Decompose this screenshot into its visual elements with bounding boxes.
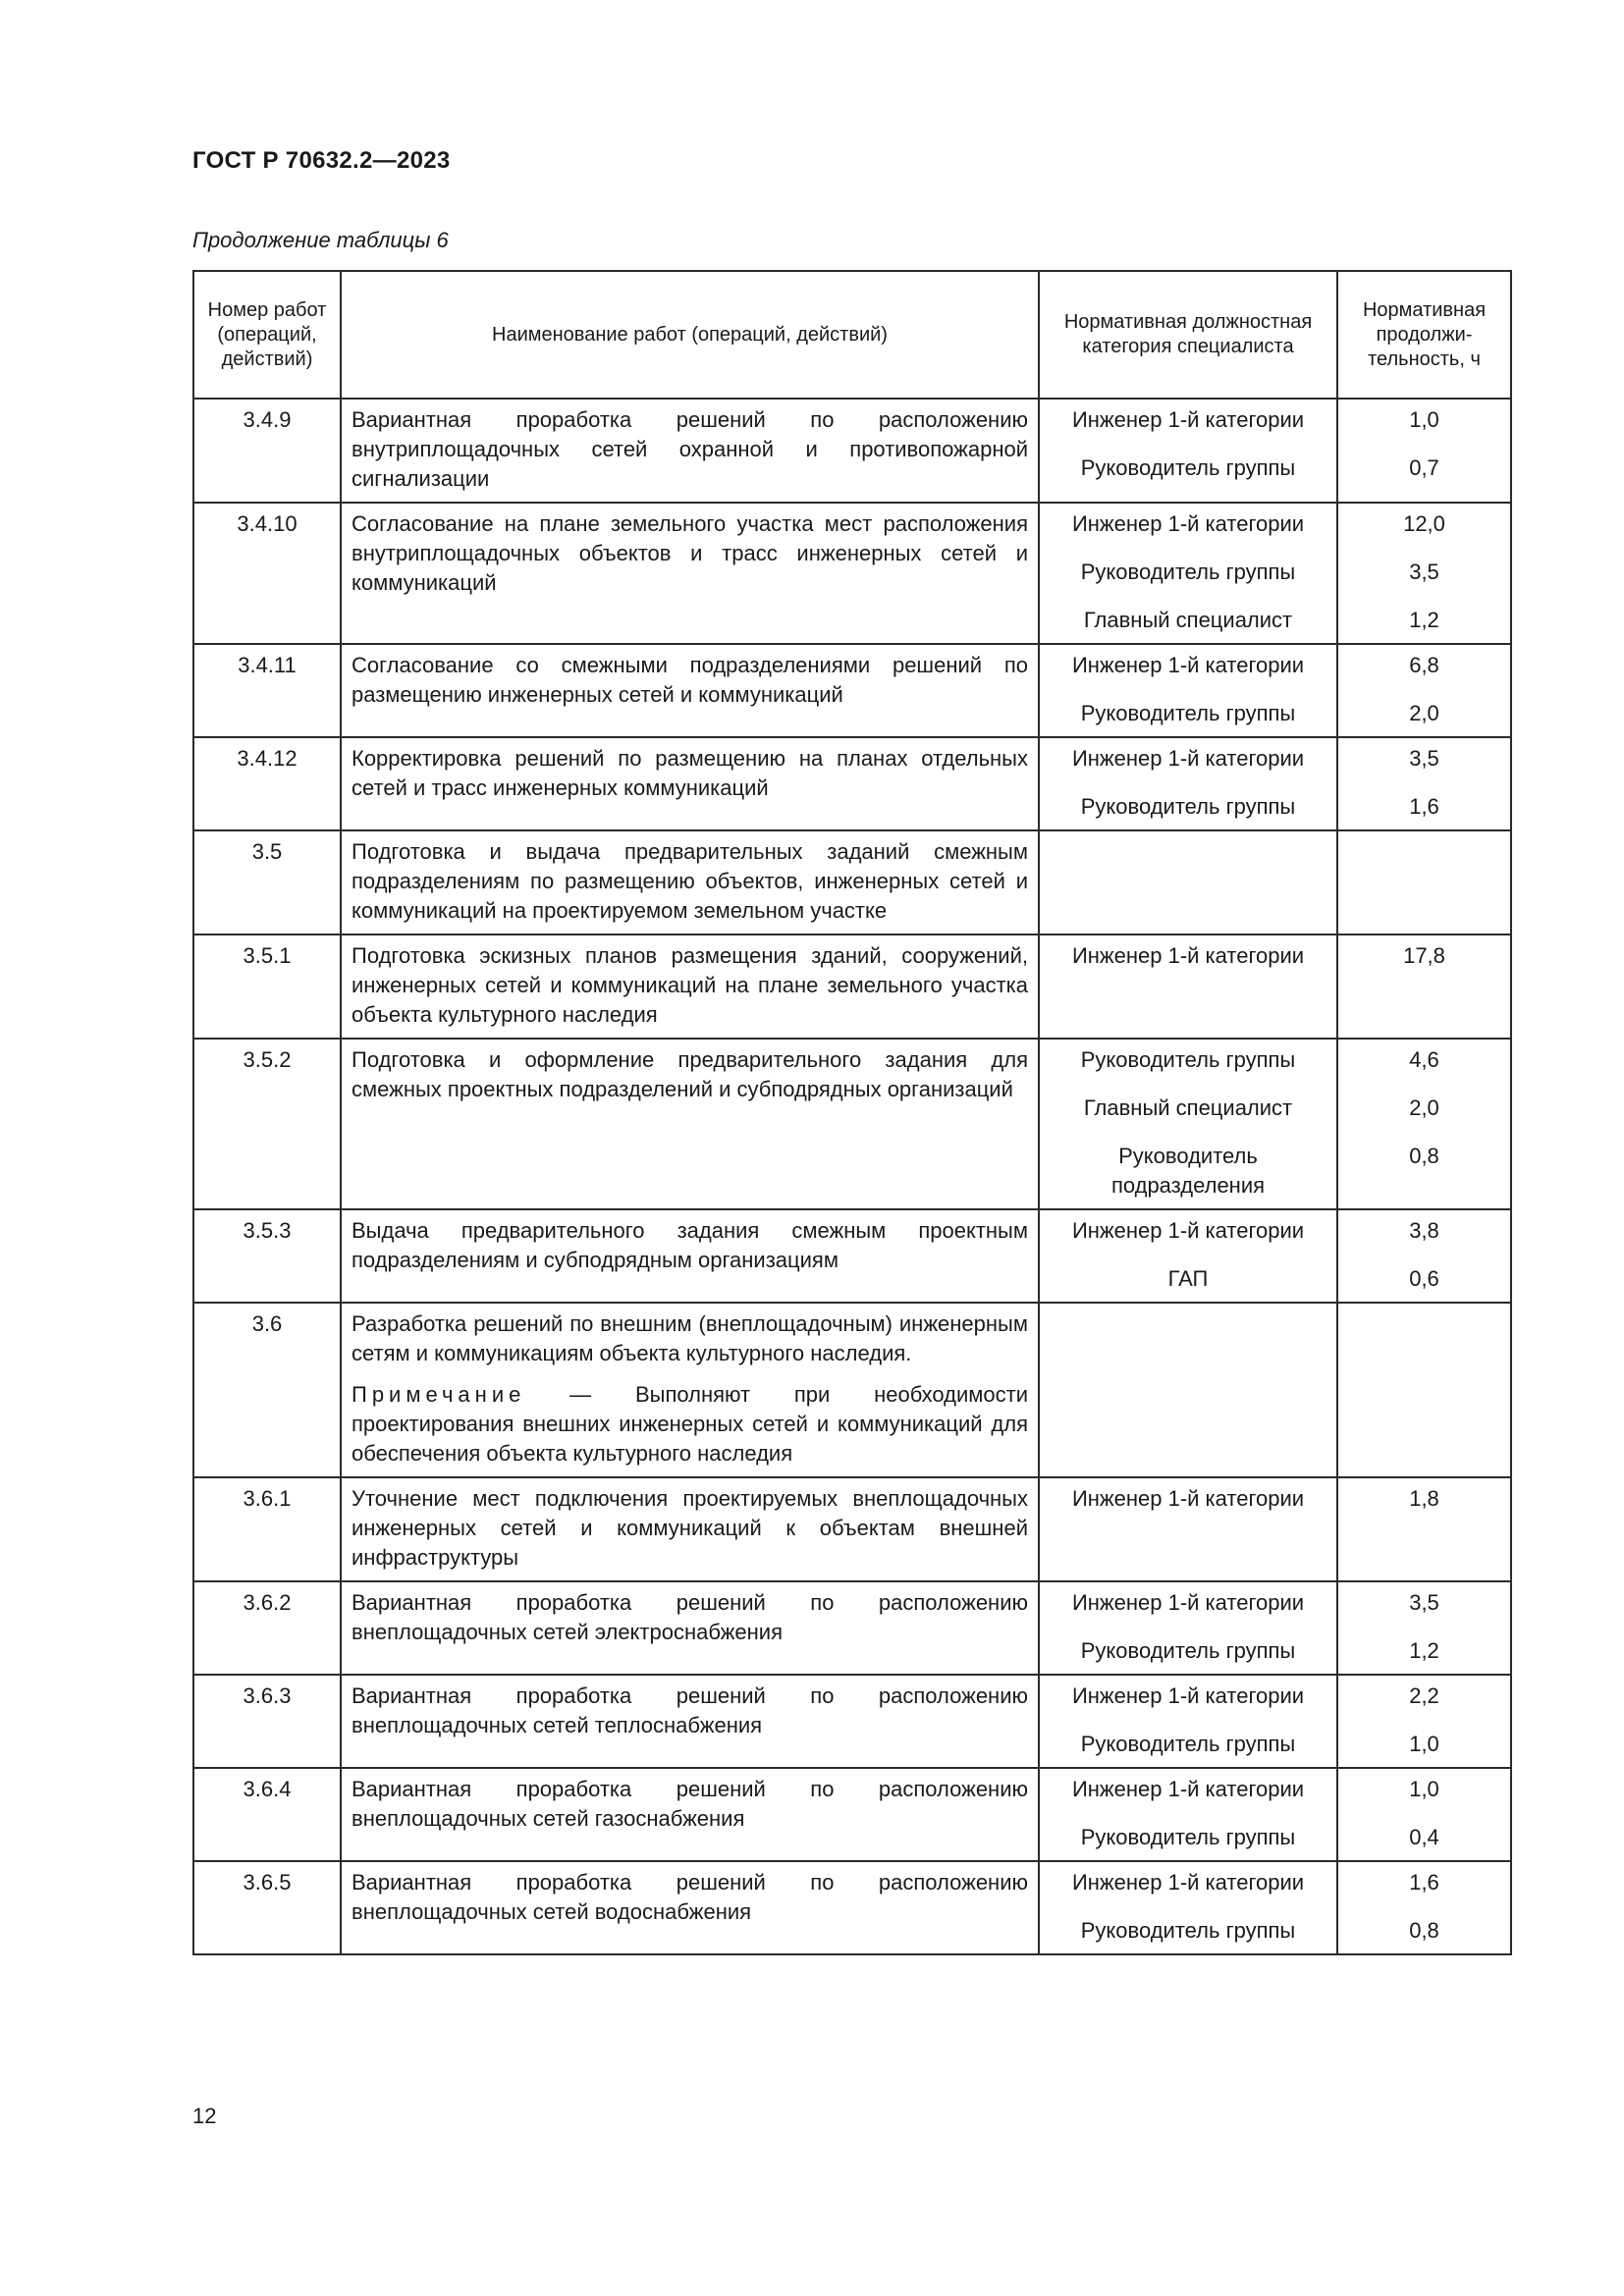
row-duration-cell: [1337, 934, 1511, 1039]
duration-value: 0,4: [1409, 1825, 1439, 1849]
row-duration-cell: [1337, 399, 1511, 503]
row-number: 3.6.2: [193, 1581, 341, 1675]
row-name: Вариантная проработка решений по расположению внеплощадочных сетей электроснабжения: [352, 1590, 1028, 1644]
row-name-cell: [341, 1303, 1039, 1477]
duration-value: 2,0: [1409, 701, 1439, 725]
table-row: [193, 1861, 1511, 1954]
row-number: 3.4.11: [193, 644, 341, 737]
table-row: [193, 1675, 1511, 1768]
row-number: 3.6.5: [193, 1861, 341, 1954]
row-number: 3.5.3: [193, 1209, 341, 1303]
table-row: [193, 644, 1511, 737]
row-duration-cell: [1337, 830, 1511, 934]
row-name-cell: [341, 737, 1039, 830]
specialist-category: Главный специалист: [1083, 1095, 1293, 1120]
specialist-category: Руководитель группы: [1080, 1638, 1296, 1663]
row-number: 3.6: [193, 1303, 341, 1477]
table-row: [193, 399, 1511, 503]
row-duration-cell: [1337, 503, 1511, 644]
row-number: 3.5: [193, 830, 341, 934]
duration-value: 1,0: [1409, 407, 1439, 432]
specialist-category: Инженер 1-й категории: [1071, 407, 1305, 432]
row-name-cell: [341, 503, 1039, 644]
table-row: [193, 737, 1511, 830]
duration-value: 3,5: [1409, 746, 1439, 771]
row-name: Разработка решений по внешним (внеплощадочным) инженерным сетям и коммуникациям объекта культурного наследия.: [352, 1311, 1028, 1365]
row-name: Вариантная проработка решений по расположению внеплощадочных сетей теплоснабжения: [352, 1683, 1028, 1737]
specialist-category: Инженер 1-й категории: [1071, 1683, 1305, 1708]
duration-value: 1,0: [1409, 1777, 1439, 1801]
row-category-cell: [1039, 1209, 1337, 1303]
row-name: Согласование со смежными подразделениями решений по размещению инженерных сетей и коммуникаций: [352, 653, 1028, 707]
table-row: [193, 1039, 1511, 1209]
row-duration-cell: [1337, 644, 1511, 737]
row-category-cell: [1039, 1039, 1337, 1209]
row-name: Подготовка и оформление предварительного задания для смежных проектных подразделений и субподрядных организаций: [352, 1047, 1028, 1101]
table-row: [193, 503, 1511, 644]
table-row: [193, 830, 1511, 934]
specialist-category: Инженер 1-й категории: [1071, 1777, 1305, 1801]
row-number: 3.4.9: [193, 399, 341, 503]
table-row: [193, 1768, 1511, 1861]
duration-value: 1,0: [1409, 1732, 1439, 1756]
row-name: Согласование на плане земельного участка мест расположения внутриплощадочных объектов и трасс инженерных сетей и коммуникаций: [352, 511, 1028, 595]
row-name-cell: [341, 1039, 1039, 1209]
table-body: [193, 399, 1511, 1954]
duration-value: 17,8: [1403, 943, 1445, 968]
row-category-cell: [1039, 934, 1337, 1039]
specialist-category: Инженер 1-й категории: [1071, 1486, 1305, 1511]
note-label: Примечание: [352, 1382, 526, 1407]
row-name: Вариантная проработка решений по расположению внеплощадочных сетей водоснабжения: [352, 1870, 1028, 1924]
row-name-cell: [341, 830, 1039, 934]
duration-value: 3,8: [1409, 1218, 1439, 1243]
row-category-cell: [1039, 644, 1337, 737]
row-category-cell: [1039, 1861, 1337, 1954]
row-name: Вариантная проработка решений по расположению внеплощадочных сетей газоснабжения: [352, 1777, 1028, 1831]
row-number: 3.6.3: [193, 1675, 341, 1768]
header-category: Нормативная должностная категория специалиста: [1039, 271, 1337, 399]
row-name-cell: [341, 1768, 1039, 1861]
row-number: 3.4.12: [193, 737, 341, 830]
duration-value: 0,8: [1409, 1918, 1439, 1943]
header-number: Номер работ (операций, действий): [193, 271, 341, 399]
row-name: Уточнение мест подключения проектируемых внеплощадочных инженерных сетей и коммуникаций к объектам внешней инфраструктуры: [352, 1486, 1028, 1570]
row-name: Подготовка эскизных планов размещения зданий, сооружений, инженерных сетей и коммуникаций на плане земельного участка объекта культурного наследия: [352, 943, 1028, 1027]
table-row: [193, 1581, 1511, 1675]
duration-value: 1,2: [1409, 1638, 1439, 1663]
duration-value: 1,6: [1409, 794, 1439, 819]
row-note: [352, 1380, 1028, 1468]
duration-value: 12,0: [1403, 511, 1445, 536]
specialist-category: Руководитель группы: [1080, 560, 1296, 584]
duration-value: 1,2: [1409, 608, 1439, 632]
specialist-category: Руководитель группы: [1080, 1918, 1296, 1943]
document-header: ГОСТ Р 70632.2—2023: [192, 147, 451, 174]
row-category-cell: [1039, 737, 1337, 830]
row-category-cell: [1039, 1675, 1337, 1768]
duration-value: 1,8: [1409, 1486, 1439, 1511]
row-name-cell: [341, 1477, 1039, 1581]
specialist-category: Инженер 1-й категории: [1071, 1870, 1305, 1895]
norms-table: [192, 270, 1512, 1955]
specialist-category: Инженер 1-й категории: [1071, 746, 1305, 771]
table-row: [193, 1477, 1511, 1581]
row-name-cell: [341, 1675, 1039, 1768]
specialist-category: Руководитель группы: [1080, 1825, 1296, 1849]
row-duration-cell: [1337, 1477, 1511, 1581]
row-number: 3.5.2: [193, 1039, 341, 1209]
header-name: Наименование работ (операций, действий): [341, 271, 1039, 399]
table-header-row: [193, 271, 1511, 399]
row-name-cell: [341, 1861, 1039, 1954]
duration-value: 0,7: [1409, 455, 1439, 480]
row-category-cell: [1039, 1768, 1337, 1861]
row-duration-cell: [1337, 1768, 1511, 1861]
row-duration-cell: [1337, 1861, 1511, 1954]
row-name: Вариантная проработка решений по расположению внутриплощадочных сетей охранной и противопожарной сигнализации: [352, 407, 1028, 491]
row-name-cell: [341, 644, 1039, 737]
table-row: [193, 1303, 1511, 1477]
specialist-category: Руководитель группы: [1080, 1732, 1296, 1756]
row-duration-cell: [1337, 1303, 1511, 1477]
duration-value: 3,5: [1409, 1590, 1439, 1615]
row-category-cell: [1039, 1477, 1337, 1581]
specialist-category: Руководитель подразделения: [1110, 1144, 1266, 1198]
row-number: 3.5.1: [193, 934, 341, 1039]
row-duration-cell: [1337, 737, 1511, 830]
row-duration-cell: [1337, 1039, 1511, 1209]
note-text: — Выполняют при необходимости проектирования внешних инженерных сетей и коммуникаций для обеспечения объекта культурного наследия: [352, 1382, 1028, 1466]
row-number: 3.6.4: [193, 1768, 341, 1861]
duration-value: 2,0: [1409, 1095, 1439, 1120]
row-duration-cell: [1337, 1675, 1511, 1768]
table-caption: Продолжение таблицы 6: [192, 228, 449, 252]
specialist-category: Руководитель группы: [1080, 455, 1296, 480]
specialist-category: Главный специалист: [1083, 608, 1293, 632]
duration-value: 0,6: [1409, 1266, 1439, 1291]
specialist-category: Руководитель группы: [1080, 701, 1296, 725]
duration-value: 4,6: [1409, 1047, 1439, 1072]
row-name: Выдача предварительного задания смежным проектным подразделениям и субподрядным организациям: [352, 1218, 1028, 1272]
row-number: 3.4.10: [193, 503, 341, 644]
row-name: Корректировка решений по размещению на планах отдельных сетей и трасс инженерных коммуникаций: [352, 746, 1028, 800]
duration-value: 2,2: [1409, 1683, 1439, 1708]
specialist-category: Инженер 1-й категории: [1071, 1218, 1305, 1243]
row-category-cell: [1039, 830, 1337, 934]
row-name-cell: [341, 1209, 1039, 1303]
row-category-cell: [1039, 1303, 1337, 1477]
specialist-category: Инженер 1-й категории: [1071, 653, 1305, 677]
row-name-cell: [341, 1581, 1039, 1675]
specialist-category: Руководитель группы: [1080, 1047, 1296, 1072]
row-duration-cell: [1337, 1209, 1511, 1303]
specialist-category: Инженер 1-й категории: [1071, 1590, 1305, 1615]
specialist-category: Инженер 1-й категории: [1071, 943, 1305, 968]
table-row: [193, 934, 1511, 1039]
specialist-category: ГАП: [1167, 1266, 1209, 1291]
row-category-cell: [1039, 503, 1337, 644]
row-category-cell: [1039, 399, 1337, 503]
row-name: Подготовка и выдача предварительных заданий смежным подразделениям по размещению объектов, инженерных сетей и коммуникаций на проектируемом земельном участке: [352, 839, 1028, 923]
header-duration: Нормативная продолжи-тельность, ч: [1337, 271, 1511, 399]
row-duration-cell: [1337, 1581, 1511, 1675]
duration-value: 0,8: [1409, 1144, 1439, 1168]
page-number: 12: [192, 2104, 217, 2128]
table-row: [193, 1209, 1511, 1303]
specialist-category: Руководитель группы: [1080, 794, 1296, 819]
specialist-category: Инженер 1-й категории: [1071, 511, 1305, 536]
duration-value: 3,5: [1409, 560, 1439, 584]
row-number: 3.6.1: [193, 1477, 341, 1581]
duration-value: 6,8: [1409, 653, 1439, 677]
row-name-cell: [341, 399, 1039, 503]
row-name-cell: [341, 934, 1039, 1039]
duration-value: 1,6: [1409, 1870, 1439, 1895]
row-category-cell: [1039, 1581, 1337, 1675]
